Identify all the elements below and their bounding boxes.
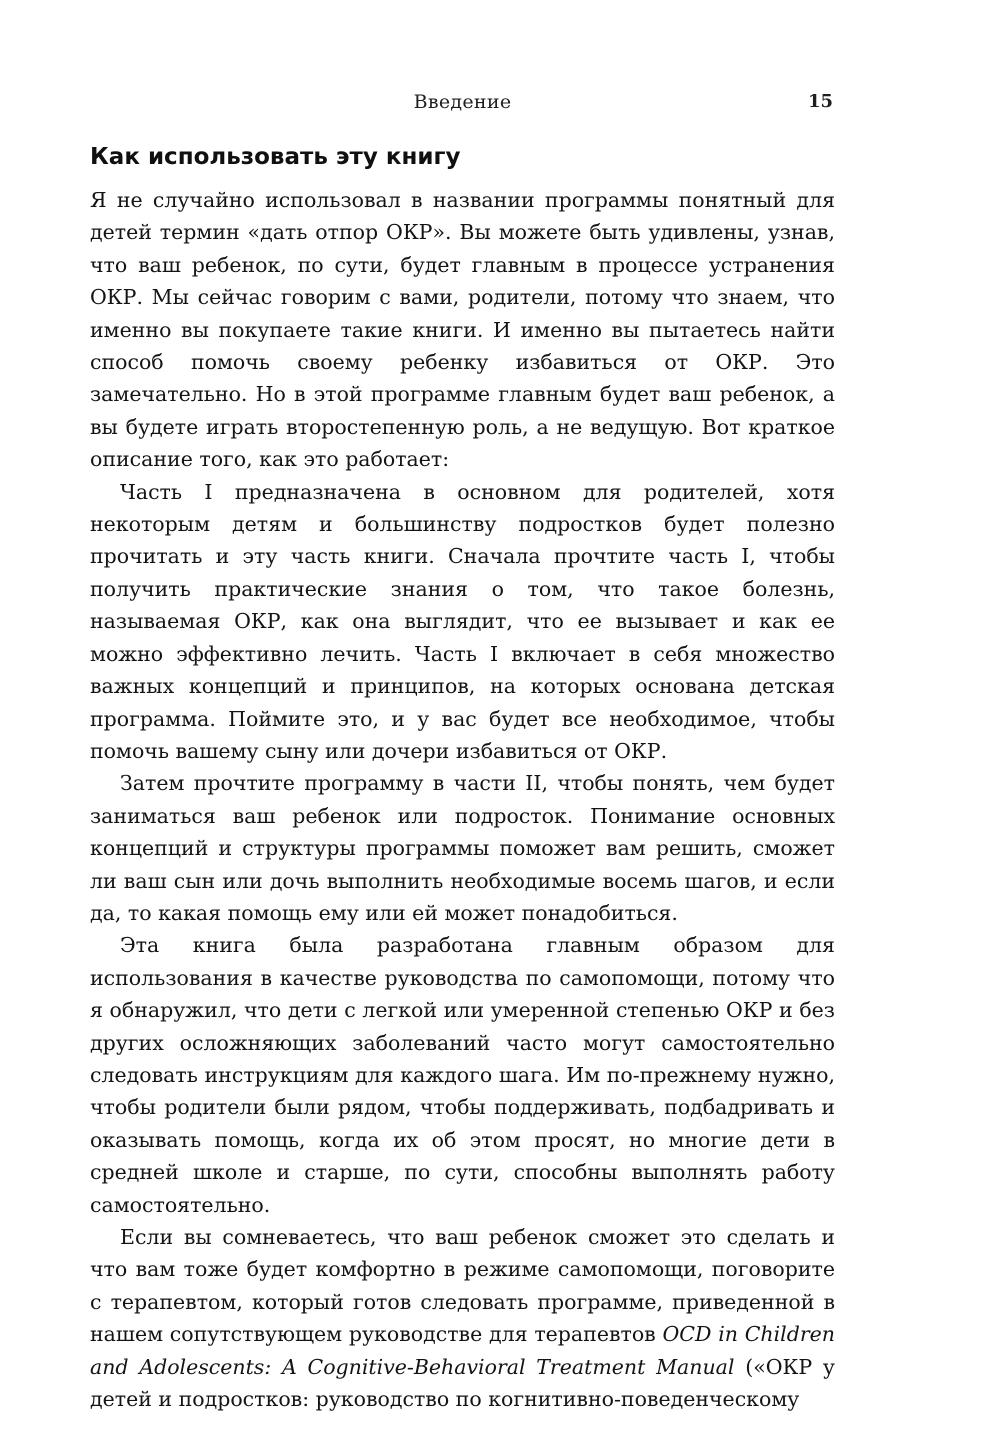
body-paragraphs [90, 184, 835, 1415]
paragraph-segment: («ОКР у детей и подростков: руководство по когнитивно-поведенческому [90, 1354, 835, 1412]
paragraph [90, 929, 835, 1221]
paragraph-segment-italic: OCD in Children and Adolescents: A Cognitive-Behavioral Treatment Manual [90, 1322, 835, 1379]
paragraph-segment: Затем прочтите программу в части II, чтобы понять, чем будет заниматься ваш ребенок или подросток. Понимание основных концепций и структуры программы поможет вам решить, сможет ли ваш сын или дочь выполнить необходимые восемь шагов, и если да, то какая помощь ему или ей может понадобиться. [90, 771, 835, 925]
running-header-title: Введение [413, 91, 512, 113]
paragraph-segment: Я не случайно использовал в названии программы понятный для детей термин «дать отпор ОКР». Вы можете быть удивлены, узнав, что ваш ребенок, по сути, будет главным в процессе устранения ОКР. Мы сейчас говорим с вами, родители, потому что знаем, что именно вы покупаете такие книги. И именно вы пытаетесь найти способ помочь своему ребенку избавиться от ОКР. Это замечательно. Но в этой программе главным будет ваш ребенок, а вы будете играть второстепенную роль, а не ведущую. Вот краткое описание того, как это работает: [90, 188, 835, 472]
paragraph [90, 1221, 835, 1415]
paragraph [90, 184, 835, 476]
paragraph [90, 476, 835, 768]
paragraph-segment: Эта книга была разработана главным образом для использования в качестве руководства по самопомощи, потому что я обнаружил, что дети с легкой или умеренной степенью ОКР и без других осложняющих заболеваний часто могут самостоятельно следовать инструкциям для каждого шага. Им по-прежнему нужно, чтобы родители были рядом, чтобы поддерживать, подбадривать и оказывать помощь, когда их об этом просят, но многие дети в средней школе и старше, по сути, способны выполнять работу самостоятельно. [90, 933, 835, 1217]
paragraph-segment: Часть I предназначена в основном для родителей, хотя некоторым детям и большинству подростков будет полезно прочитать и эту часть книги. Сначала прочтите часть I, чтобы получить практические знания о том, что такое болезнь, называемая ОКР, как она выглядит, что ее вызывает и как ее можно эффективно лечить. Часть I включает в себя множество важных концепций и принципов, на которых основана детская программа. Поймите это, и у вас будет все необходимое, чтобы помочь вашему сыну или дочери избавиться от ОКР. [90, 479, 835, 763]
page-number: 15 [807, 91, 833, 112]
section-heading: Как использовать эту книгу [90, 144, 461, 170]
paragraph-segment: Если вы сомневаетесь, что ваш ребенок сможет это сделать и что вам тоже будет комфортно в режиме самопомощи, поговорите с терапевтом, который готов следовать программе, приведенной в нашем сопутствующем руководстве для терапевтов [90, 1225, 835, 1347]
paragraph [90, 767, 835, 929]
running-header [90, 91, 835, 113]
